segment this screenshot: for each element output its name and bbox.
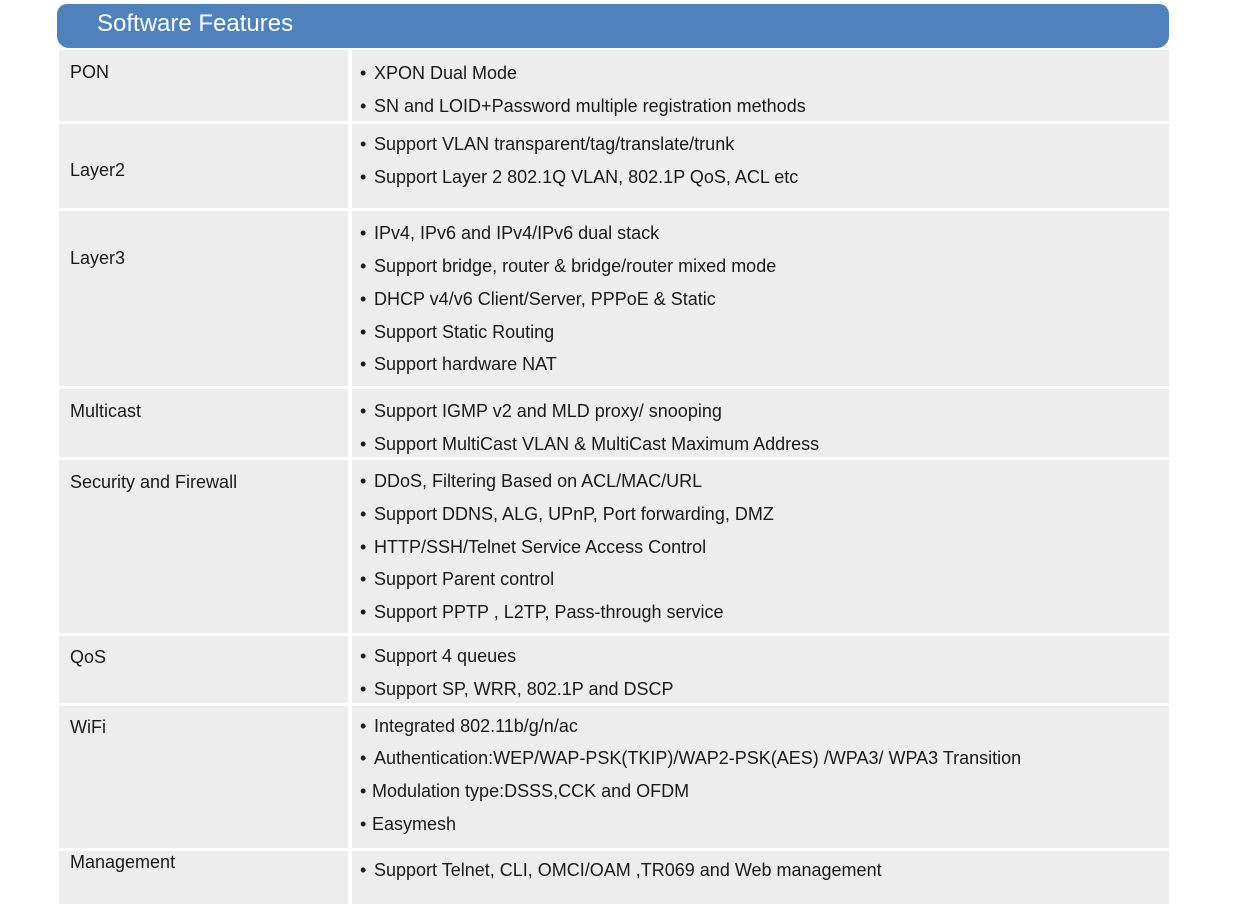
feature-category-label: PON (70, 62, 110, 82)
feature-item: • HTTP/SSH/Telnet Service Access Control (360, 537, 707, 557)
bullet-icon: • (360, 716, 367, 736)
bullet-icon: • (360, 96, 367, 116)
feature-item: • DDoS, Filtering Based on ACL/MAC/URL (360, 471, 703, 491)
feature-item: • Support VLAN transparent/tag/translate/trunk (360, 134, 735, 154)
bullet-icon: • (360, 223, 367, 243)
feature-category-cell (59, 706, 348, 848)
feature-item: • Support MultiCast VLAN & MultiCast Maximum Address (360, 434, 820, 454)
bullet-icon: • (360, 602, 367, 622)
table-row-qos (59, 636, 1169, 703)
feature-item: • Integrated 802.11b/g/n/ac (360, 716, 578, 736)
feature-item: • Support IGMP v2 and MLD proxy/ snooping (360, 401, 722, 421)
feature-item: • Support bridge, router & bridge/router mixed mode (360, 256, 777, 276)
feature-category-cell (59, 389, 348, 457)
feature-list-cell (352, 636, 1169, 703)
bullet-icon: • (360, 256, 367, 276)
feature-item: • Support Layer 2 802.1Q VLAN, 802.1P QoS, ACL etc (360, 167, 799, 187)
table-row-layer2 (59, 124, 1169, 208)
bullet-icon: • (360, 134, 367, 154)
feature-category-cell (59, 636, 348, 703)
feature-item: • Support Parent control (360, 569, 555, 589)
bullet-icon: • (360, 63, 367, 83)
bullet-icon: • (360, 569, 367, 589)
feature-category-cell (59, 211, 348, 386)
feature-category-label: Layer2 (70, 160, 126, 180)
feature-category-label: Security and Firewall (70, 472, 238, 492)
table-row-multicast (59, 389, 1169, 457)
feature-category-cell (59, 460, 348, 633)
feature-item: • Support SP, WRR, 802.1P and DSCP (360, 679, 674, 699)
bullet-icon: • (360, 748, 367, 768)
feature-category-label: Management (70, 852, 176, 872)
section-title: Software Features (97, 10, 294, 37)
feature-category-label: Multicast (70, 401, 142, 421)
section-header (57, 4, 1169, 48)
bullet-icon: • (360, 354, 367, 374)
feature-list-cell (352, 460, 1169, 633)
feature-item: • Modulation type:DSSS,CCK and OFDM (360, 781, 690, 801)
bullet-icon: • (360, 504, 367, 524)
feature-item: • XPON Dual Mode (360, 63, 518, 83)
feature-list-cell (352, 389, 1169, 457)
feature-category-label: WiFi (70, 717, 106, 737)
bullet-icon: • (360, 679, 367, 699)
bullet-icon: • (360, 167, 367, 187)
feature-item: • SN and LOID+Password multiple registration methods (360, 96, 806, 116)
feature-item: • Support Telnet, CLI, OMCI/OAM ,TR069 and Web management (360, 860, 882, 880)
feature-list-cell (352, 851, 1169, 904)
bullet-icon: • (360, 289, 367, 309)
table-row-security (59, 460, 1169, 633)
feature-list-cell (352, 706, 1169, 848)
feature-category-cell (59, 851, 348, 904)
feature-category-cell (59, 50, 348, 121)
bullet-icon: • (360, 471, 367, 491)
bullet-icon: • (360, 860, 367, 880)
bullet-icon: • (360, 322, 367, 342)
feature-item: • DHCP v4/v6 Client/Server, PPPoE & Static (360, 289, 716, 309)
feature-list-cell (352, 50, 1169, 121)
bullet-icon: • (360, 401, 367, 421)
feature-item: • Support 4 queues (360, 646, 517, 666)
bullet-icon: • (360, 646, 367, 666)
bullet-icon: • (360, 537, 367, 557)
feature-list-cell (352, 211, 1169, 386)
table-row-wifi (59, 706, 1169, 848)
table-row-management (59, 851, 1169, 904)
feature-item: • Authentication:WEP/WAP-PSK(TKIP)/WAP2-PSK(AES) /WPA3/ WPA3 Transition (360, 748, 1022, 768)
bullet-icon: • (360, 434, 367, 454)
feature-item: • Support PPTP , L2TP, Pass-through service (360, 602, 724, 622)
feature-category-cell (59, 124, 348, 208)
feature-item: • IPv4, IPv6 and IPv4/IPv6 dual stack (360, 223, 660, 243)
feature-list-cell (352, 124, 1169, 208)
feature-item: • Support hardware NAT (360, 354, 557, 374)
table-row-layer3 (59, 211, 1169, 386)
feature-item: • Support DDNS, ALG, UPnP, Port forwarding, DMZ (360, 504, 774, 524)
table-row-pon (59, 50, 1169, 121)
feature-category-label: QoS (70, 647, 107, 667)
feature-item: • Easymesh (360, 814, 457, 834)
feature-category-label: Layer3 (70, 248, 126, 268)
bullet-icon: • (360, 781, 367, 801)
bullet-icon: • (360, 814, 367, 834)
feature-item: • Support Static Routing (360, 322, 555, 342)
